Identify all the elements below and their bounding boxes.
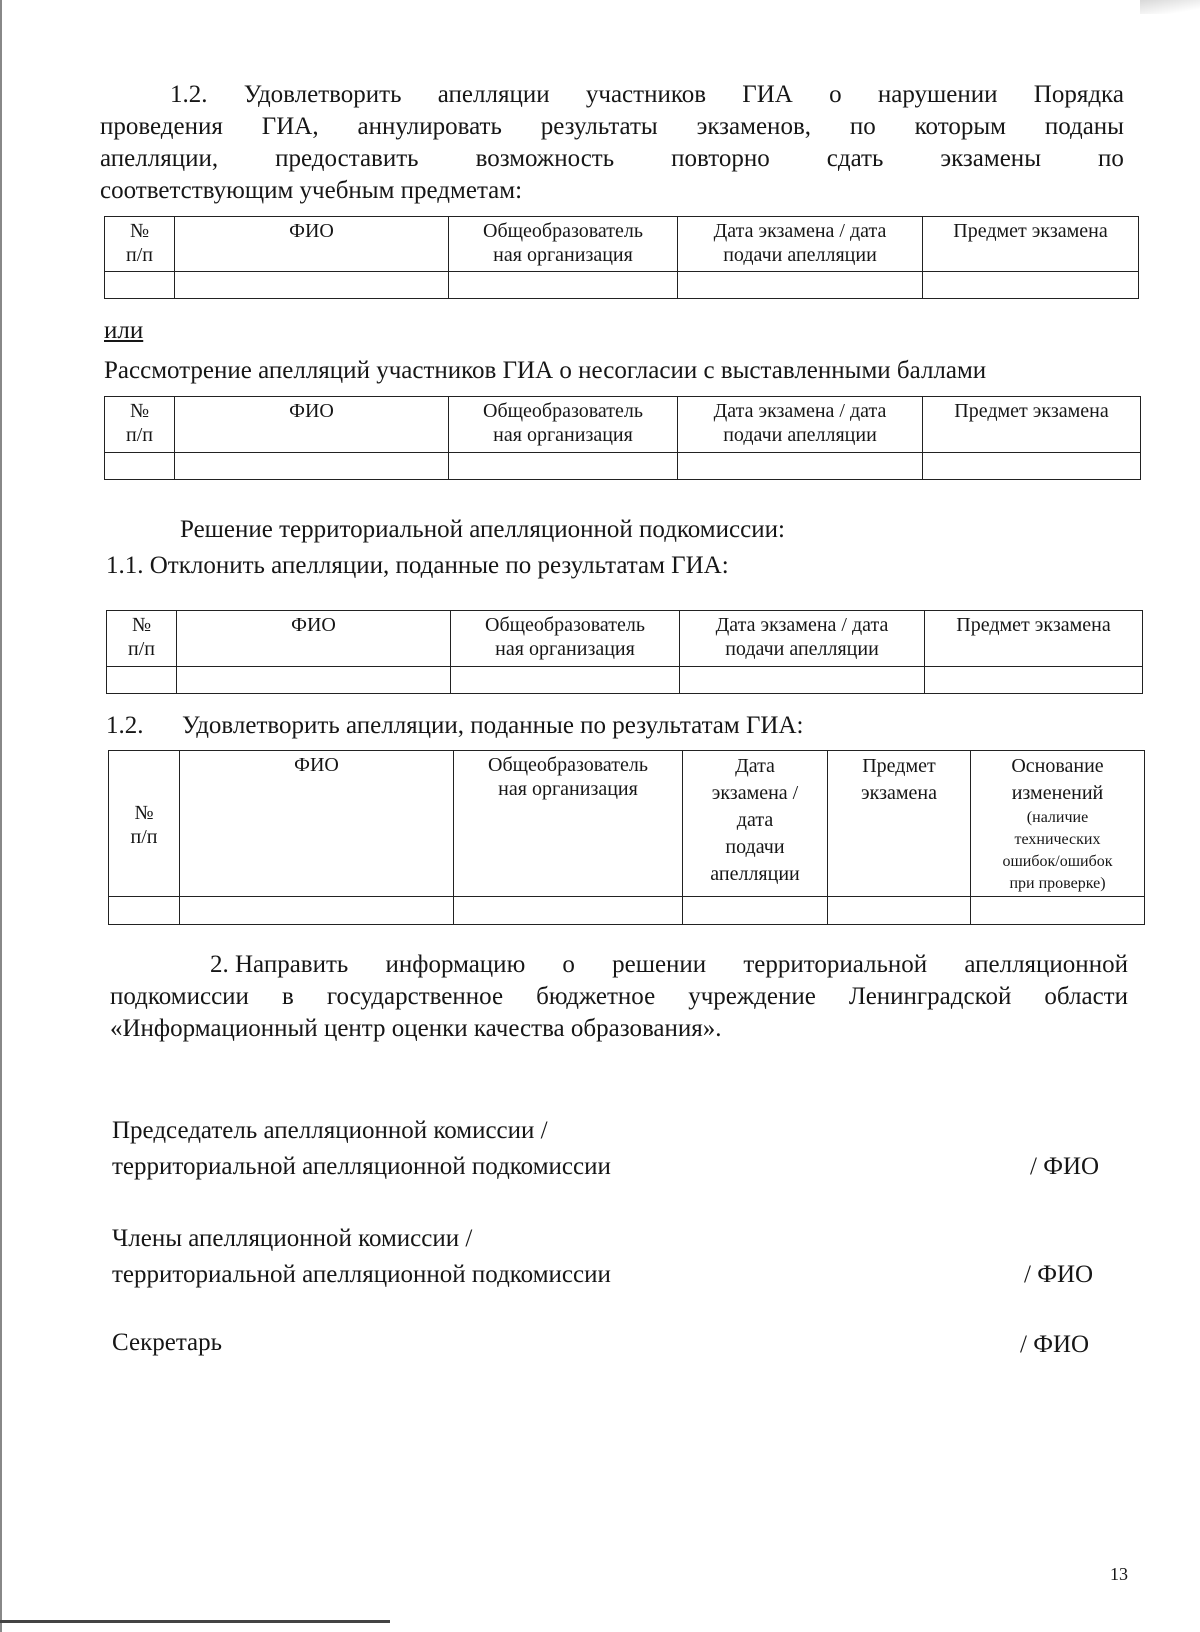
text: апелляционной — [964, 951, 1128, 978]
paragraph-1-2-line-3 — [100, 144, 1124, 174]
text: предоставить — [275, 145, 419, 172]
text: ГИА — [742, 81, 793, 108]
text: экзамены — [940, 145, 1041, 172]
col-header-organization: Общеобразователь ная организация — [449, 397, 678, 453]
col-header-number: № п/п — [105, 217, 175, 272]
text: экзаменов, — [696, 113, 811, 140]
text: апелляции, — [100, 145, 219, 172]
members-fio: / ФИО — [1024, 1261, 1094, 1288]
members-title-line-1: Члены апелляционной комиссии / — [112, 1225, 473, 1252]
col-header-number: № п/п — [107, 611, 177, 667]
table-row — [107, 667, 1143, 694]
text: Порядка — [1033, 81, 1124, 108]
text: 1.2. — [170, 81, 208, 108]
text: аннулировать — [357, 113, 502, 140]
col-header-basis: Основание изменений (наличие технических ошибок/ошибок при проверке) — [971, 751, 1145, 897]
text: апелляции — [437, 81, 550, 108]
text: о — [562, 951, 575, 978]
text: о — [829, 81, 842, 108]
text: Ленинградской — [848, 983, 1012, 1010]
text: государственное — [326, 983, 504, 1010]
col-header-fio: ФИО — [175, 397, 449, 453]
decision-item-1-1: 1.1. Отклонить апелляции, поданные по результатам ГИА: — [106, 552, 729, 579]
scan-edge-bottom — [0, 1620, 390, 1623]
col-header-number: № п/п — [109, 751, 180, 897]
annulled-appeals-table — [104, 216, 1139, 299]
members-title-line-2: территориальной апелляционной подкомиссии — [112, 1261, 611, 1288]
scan-corner-mark — [1140, 0, 1200, 14]
decision-item-1-2-text: Удовлетворить апелляции, поданные по результатам ГИА: — [182, 712, 804, 739]
col-header-number: № п/п — [105, 397, 175, 453]
secretary-title: Секретарь — [112, 1329, 223, 1356]
col-header-date: Дата экзамена / дата подачи апелляции — [678, 217, 923, 272]
score-appeals-heading: Рассмотрение апелляций участников ГИА о несогласии с выставленными баллами — [104, 357, 987, 384]
or-label: или — [104, 317, 144, 344]
table-row — [105, 272, 1139, 299]
col-header-date: Дата экзамена / дата подачи апелляции — [680, 611, 925, 667]
text: участников — [585, 81, 707, 108]
table-header-row — [105, 217, 1139, 272]
text: поданы — [1044, 113, 1124, 140]
col-header-date: Дата экзамена / дата подачи апелляции — [678, 397, 923, 453]
table-row — [105, 453, 1141, 480]
text: нарушении — [877, 81, 998, 108]
text: бюджетное — [536, 983, 656, 1010]
col-header-organization: Общеобразователь ная организация — [454, 751, 683, 897]
rejected-appeals-table — [106, 610, 1143, 694]
chair-fio: / ФИО — [1030, 1153, 1100, 1180]
paragraph-1-2-line-4: соответствующим учебным предметам: — [100, 177, 523, 204]
section-2-line-3: «Информационный центр оценки качества образования». — [110, 1015, 722, 1042]
text: информацию — [385, 951, 526, 978]
text: решении — [612, 951, 707, 978]
col-header-subject: Предмет экзамена — [923, 397, 1141, 453]
col-header-subject: Предмет экзамена — [828, 751, 971, 897]
text: территориальной — [743, 951, 928, 978]
col-header-organization: Общеобразователь ная организация — [451, 611, 680, 667]
satisfied-appeals-table — [108, 750, 1145, 925]
text: Удовлетворить — [243, 81, 402, 108]
secretary-fio: / ФИО — [1020, 1331, 1090, 1358]
col-header-fio: ФИО — [180, 751, 454, 897]
text: по — [849, 113, 876, 140]
text: в — [281, 983, 294, 1010]
chair-title-line-1: Председатель апелляционной комиссии / — [112, 1117, 548, 1144]
text: которым — [914, 113, 1006, 140]
table-header-row — [105, 397, 1141, 453]
score-appeals-table — [104, 396, 1141, 480]
col-header-date: Дата экзамена / дата подачи апелляции — [683, 751, 828, 897]
col-header-fio: ФИО — [177, 611, 451, 667]
text: проведения — [100, 113, 223, 140]
decision-heading: Решение территориальной апелляционной подкомиссии: — [180, 516, 785, 543]
col-header-subject: Предмет экзамена — [923, 217, 1139, 272]
decision-item-1-2-number: 1.2. — [106, 712, 144, 739]
table-row — [109, 897, 1145, 925]
table-header-row — [109, 751, 1145, 897]
section-2-line-1 — [210, 950, 1128, 980]
paragraph-1-2-line-2 — [100, 112, 1124, 142]
text: возможность — [475, 145, 615, 172]
chair-title-line-2: территориальной апелляционной подкомиссии — [112, 1153, 611, 1180]
section-2-line-2 — [110, 982, 1128, 1012]
text: области — [1044, 983, 1128, 1010]
text: результаты — [540, 113, 658, 140]
basis-note: (наличие технических ошибок/ошибок при проверке) — [1002, 809, 1113, 892]
col-header-subject: Предмет экзамена — [925, 611, 1143, 667]
text: по — [1098, 145, 1124, 172]
text: повторно — [671, 145, 770, 172]
page-number: 13 — [1110, 1564, 1128, 1584]
table-header-row — [107, 611, 1143, 667]
text: ГИА, — [261, 113, 319, 140]
scan-edge — [0, 0, 2, 1632]
paragraph-1-2-line-1 — [170, 80, 1124, 110]
text: 2. Направить — [210, 951, 349, 978]
text: сдать — [826, 145, 884, 172]
col-header-organization: Общеобразователь ная организация — [449, 217, 678, 272]
text: подкомиссии — [110, 983, 249, 1010]
text: учреждение — [688, 983, 816, 1010]
col-header-fio: ФИО — [175, 217, 449, 272]
